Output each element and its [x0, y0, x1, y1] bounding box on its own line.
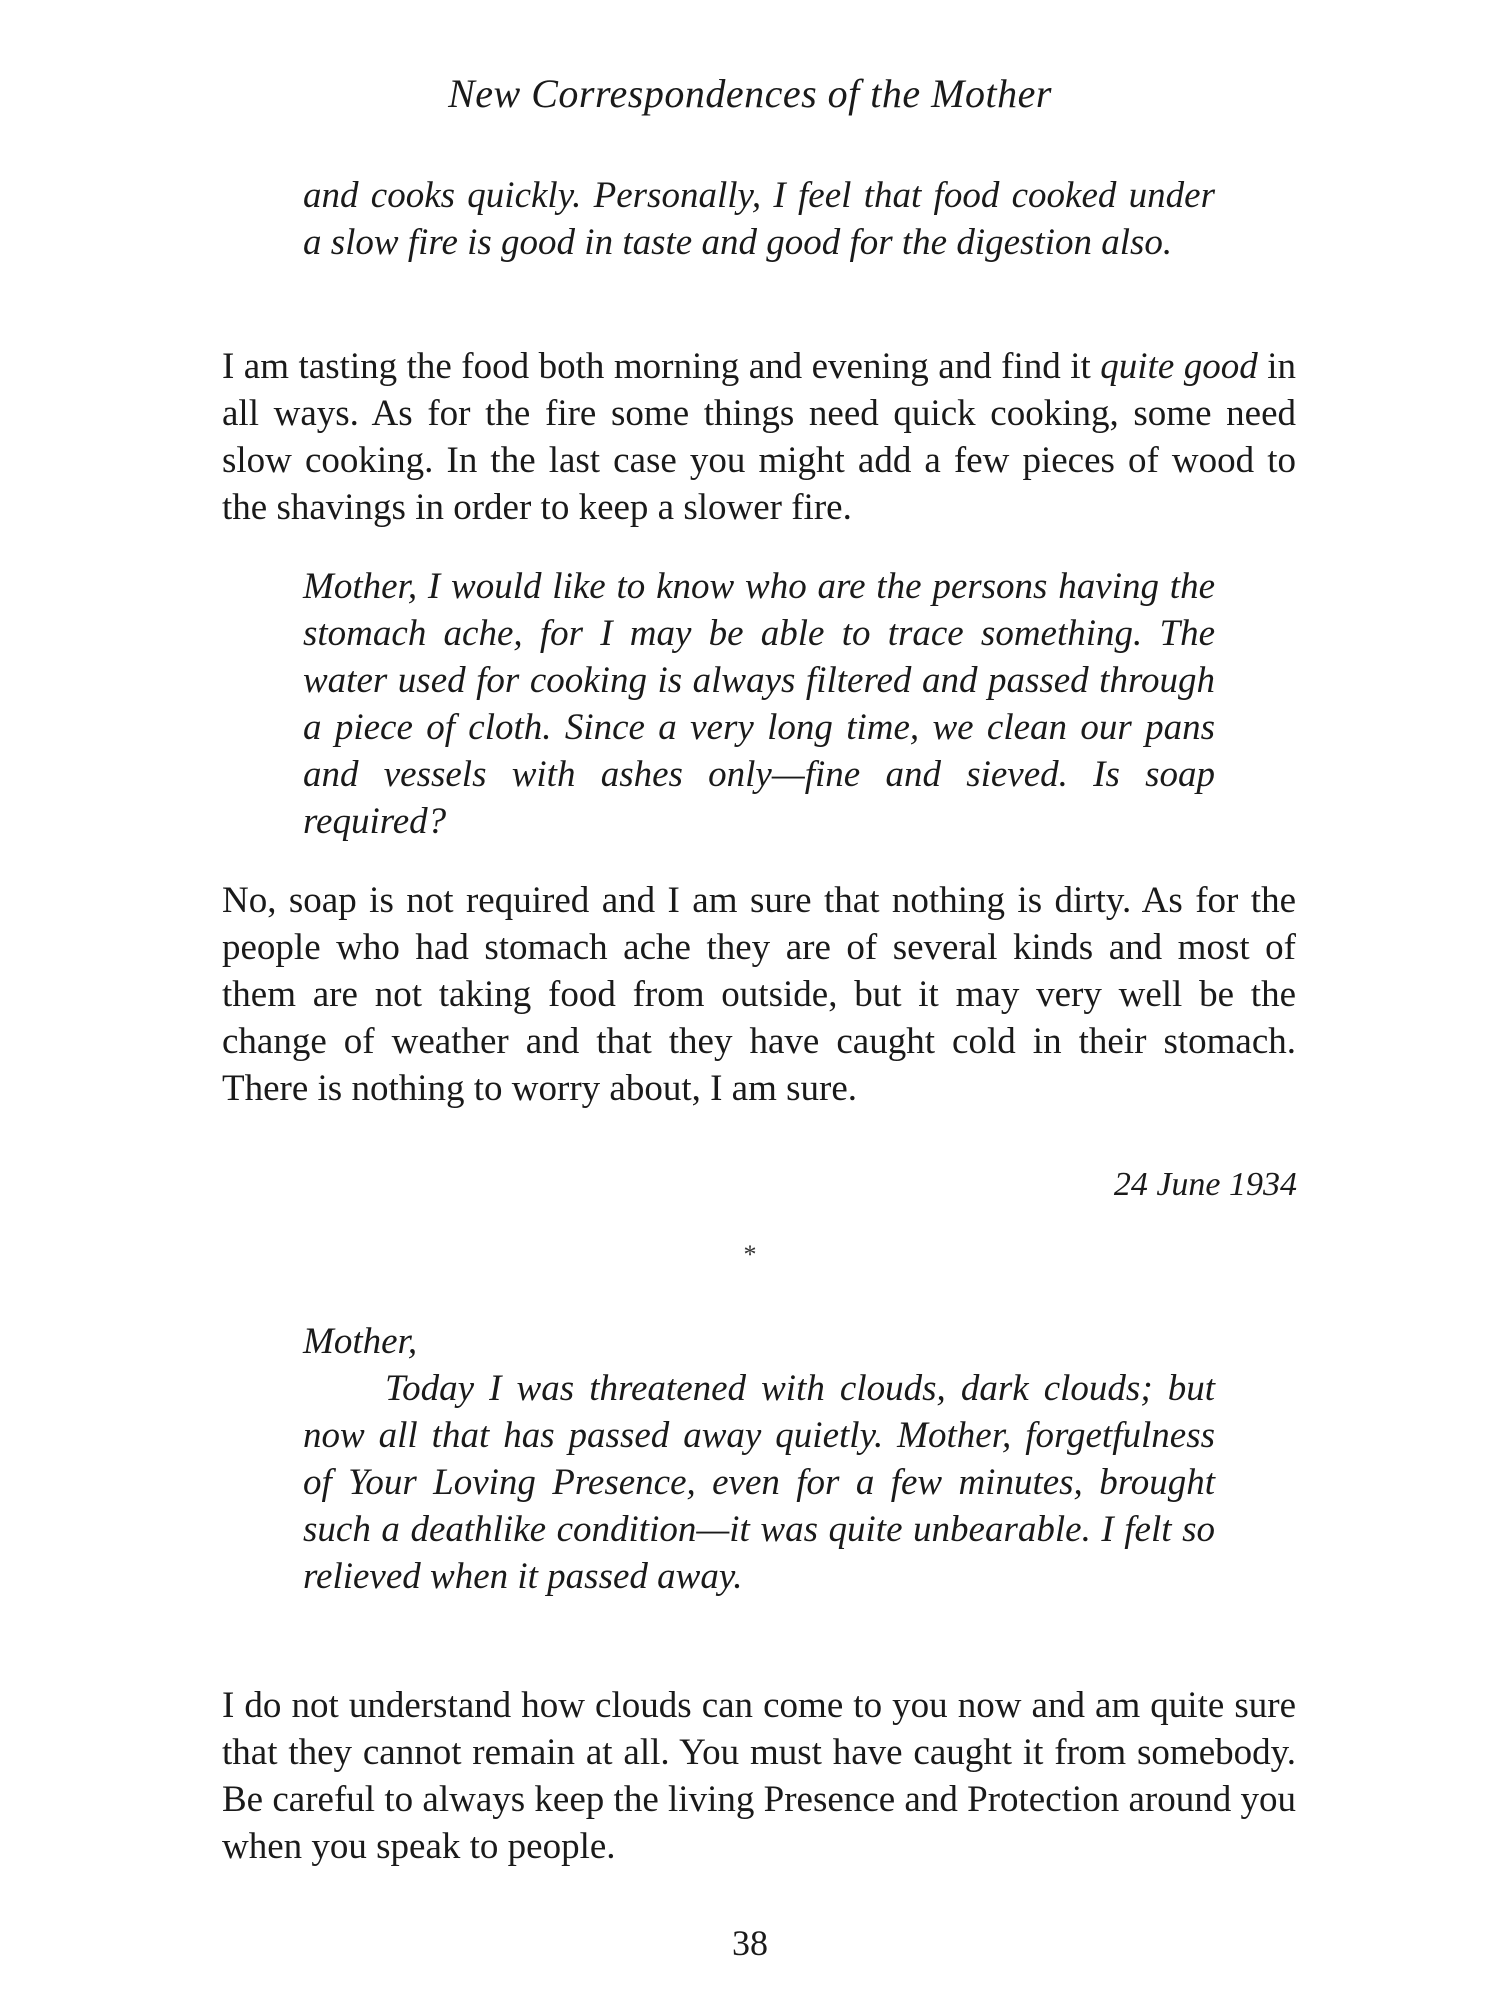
running-head: New Correspondences of the Mother: [448, 71, 1052, 116]
query-3-salutation: Mother,: [303, 1321, 418, 1362]
letter-date: 24 June 1934: [1113, 1166, 1297, 1203]
reply-paragraph-3: I do not understand how clouds can come to you now and am quite sure that they cannot remain at all. You must have caught it from somebody. Be careful to always keep the living Presence and Protection around you when you speak to people.: [222, 1685, 1296, 1867]
reply-1-emphasis: quite good: [1100, 346, 1258, 387]
query-paragraph-1: and cooks quickly. Personally, I feel that food cooked under a slow fire is good in taste and good for the digestion also.: [303, 175, 1215, 263]
reply-1-text-b: in all ways. As for the fire some things need quick cooking, some need slow cooking. In the last case you might add a few pieces of wood to the shavings in order to keep a slower fire.: [222, 346, 1297, 528]
query-paragraph-2: Mother, I would like to know who are the persons having the stomach ache, for I may be able to trace something. The water used for cooking is always filtered and passed through a piece of cloth. Since a very long time, we clean our pans and vessels with ashes only—fine and sieved. Is soap required?: [303, 566, 1215, 842]
reply-paragraph-1: [222, 343, 1296, 531]
reply-1-text-a: I am tasting the food both morning and evening and find it: [222, 346, 1091, 387]
section-separator: *: [743, 1240, 757, 1269]
reply-paragraph-2: No, soap is not required and I am sure that nothing is dirty. As for the people who had stomach ache they are of several kinds and most of them are not taking food from outside, but it may very well be the change of weather and that they have caught cold in their stomach. There is nothing to worry about, I am sure.: [222, 880, 1296, 1109]
page-number: 38: [732, 1923, 768, 1963]
query-3-body: Today I was threatened with clouds, dark clouds; but now all that has passed away quietly. Mother, forgetfulness of Your Loving Presence, even for a few minutes, brought such a deathlike condition—it was quite unbearable. I felt so relieved when it passed away.: [303, 1368, 1215, 1597]
query-paragraph-3: [303, 1318, 1215, 1600]
